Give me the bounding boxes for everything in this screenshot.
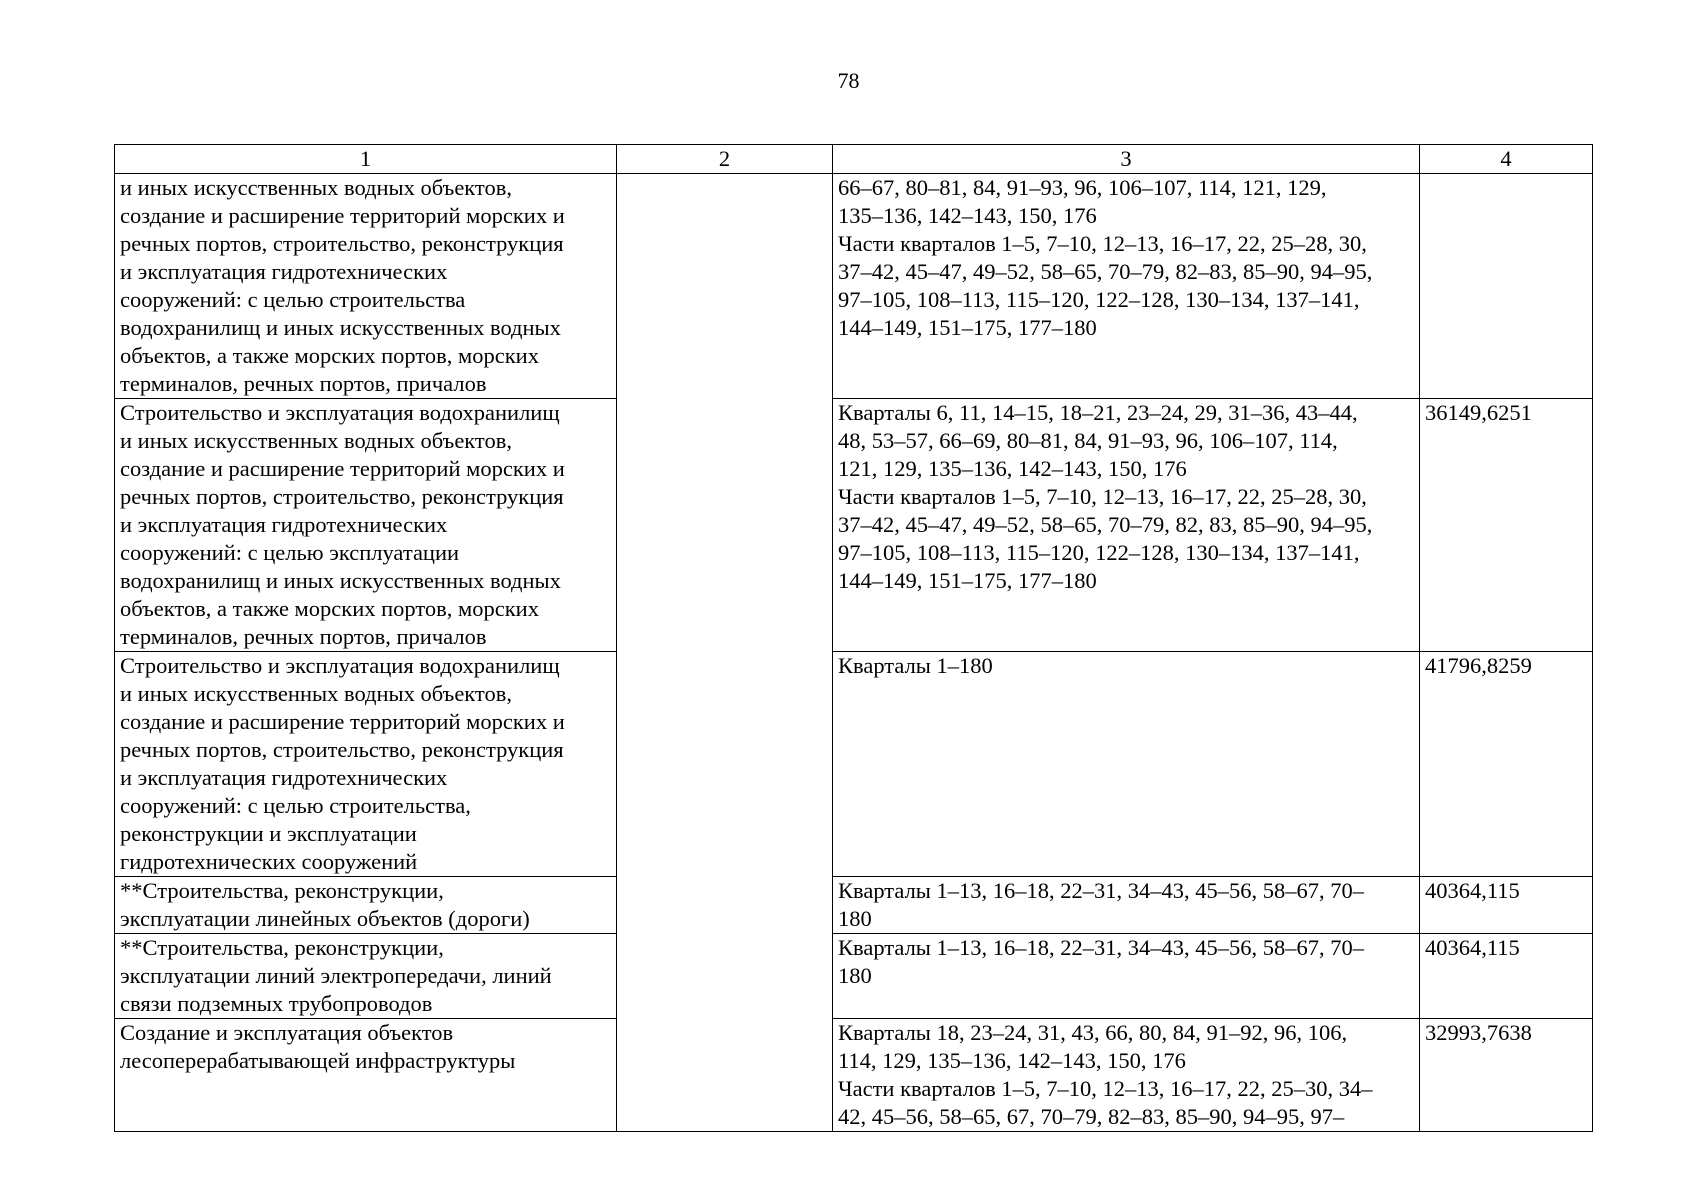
cell-line: 180 bbox=[838, 963, 872, 988]
cell-line: 144–149, 151–175, 177–180 bbox=[838, 315, 1097, 340]
purpose-cell bbox=[115, 399, 617, 652]
table-header-row bbox=[115, 145, 1593, 174]
cell-line: Части кварталов 1–5, 7–10, 12–13, 16–17, 22, 25–28, 30, bbox=[838, 231, 1367, 256]
cell-line: Кварталы 18, 23–24, 31, 43, 66, 80, 84, 91–92, 96, 106, bbox=[838, 1020, 1348, 1045]
cell-line: 66–67, 80–81, 84, 91–93, 96, 106–107, 114, 121, 129, bbox=[838, 175, 1327, 200]
area-cell: 40364,115 bbox=[1420, 934, 1593, 1019]
cell-line: терминалов, речных портов, причалов bbox=[120, 371, 487, 396]
quarters-cell bbox=[833, 877, 1420, 934]
cell-line: **Строительства, реконструкции, bbox=[120, 878, 444, 903]
cell-line: гидротехнических сооружений bbox=[120, 849, 418, 874]
cell-line: Строительство и эксплуатация водохранилищ bbox=[120, 400, 560, 425]
cell-line: эксплуатации линий электропередачи, линий bbox=[120, 963, 552, 988]
cell-line: Части кварталов 1–5, 7–10, 12–13, 16–17, 22, 25–28, 30, bbox=[838, 484, 1367, 509]
quarters-cell bbox=[833, 399, 1420, 652]
cell-line: сооружений: с целью строительства bbox=[120, 287, 466, 312]
cell-line: Кварталы 1–180 bbox=[838, 653, 993, 678]
cell-line: речных портов, строительство, реконструкция bbox=[120, 737, 564, 762]
cell-line: речных портов, строительство, реконструкция bbox=[120, 231, 564, 256]
cell-line: 144–149, 151–175, 177–180 bbox=[838, 568, 1097, 593]
cell-line: объектов, а также морских портов, морских bbox=[120, 343, 539, 368]
cell-line: 114, 129, 135–136, 142–143, 150, 176 bbox=[838, 1048, 1186, 1073]
table-row bbox=[115, 399, 1593, 652]
purpose-cell bbox=[115, 934, 617, 1019]
cell-line: Кварталы 6, 11, 14–15, 18–21, 23–24, 29, 31–36, 43–44, bbox=[838, 400, 1358, 425]
cell-line: и эксплуатация гидротехнических bbox=[120, 259, 448, 284]
cell-line: реконструкции и эксплуатации bbox=[120, 821, 417, 846]
document-table bbox=[114, 144, 1593, 1132]
purpose-cell bbox=[115, 877, 617, 934]
column-header-1: 1 bbox=[115, 145, 617, 174]
page-number: 78 bbox=[837, 68, 860, 93]
cell-line: 97–105, 108–113, 115–120, 122–128, 130–134, 137–141, bbox=[838, 287, 1360, 312]
table-row bbox=[115, 877, 1593, 934]
cell-line: и эксплуатация гидротехнических bbox=[120, 512, 448, 537]
cell-line: 48, 53–57, 66–69, 80–81, 84, 91–93, 96, 106–107, 114, bbox=[838, 428, 1338, 453]
area-cell bbox=[1420, 174, 1593, 399]
cell-line: сооружений: с целью эксплуатации bbox=[120, 540, 460, 565]
cell-line: и эксплуатация гидротехнических bbox=[120, 765, 448, 790]
cell-line: и иных искусственных водных объектов, bbox=[120, 428, 512, 453]
area-cell: 41796,8259 bbox=[1420, 652, 1593, 877]
cell-line: создание и расширение территорий морских и bbox=[120, 709, 565, 734]
quarters-cell bbox=[833, 652, 1420, 877]
purpose-cell bbox=[115, 1019, 617, 1132]
cell-line: 37–42, 45–47, 49–52, 58–65, 70–79, 82, 83, 85–90, 94–95, bbox=[838, 512, 1373, 537]
area-cell: 36149,6251 bbox=[1420, 399, 1593, 652]
cell-line: Кварталы 1–13, 16–18, 22–31, 34–43, 45–56, 58–67, 70– bbox=[838, 878, 1365, 903]
cell-line: и иных искусственных водных объектов, bbox=[120, 175, 512, 200]
merged-column-2-cell bbox=[617, 174, 833, 1132]
cell-line: терминалов, речных портов, причалов bbox=[120, 624, 487, 649]
table-row bbox=[115, 174, 1593, 399]
table-row bbox=[115, 934, 1593, 1019]
column-header-3: 3 bbox=[833, 145, 1420, 174]
purpose-cell bbox=[115, 174, 617, 399]
table-row bbox=[115, 652, 1593, 877]
cell-line: сооружений: с целью строительства, bbox=[120, 793, 471, 818]
area-cell: 40364,115 bbox=[1420, 877, 1593, 934]
quarters-cell bbox=[833, 174, 1420, 399]
cell-line: Строительство и эксплуатация водохранилищ bbox=[120, 653, 560, 678]
cell-line: создание и расширение территорий морских и bbox=[120, 456, 565, 481]
cell-line: 180 bbox=[838, 906, 872, 931]
cell-line: Части кварталов 1–5, 7–10, 12–13, 16–17, 22, 25–30, 34– bbox=[838, 1076, 1373, 1101]
quarters-cell bbox=[833, 1019, 1420, 1132]
cell-line: и иных искусственных водных объектов, bbox=[120, 681, 512, 706]
cell-line: 97–105, 108–113, 115–120, 122–128, 130–134, 137–141, bbox=[838, 540, 1360, 565]
quarters-cell bbox=[833, 934, 1420, 1019]
cell-line: 135–136, 142–143, 150, 176 bbox=[838, 203, 1097, 228]
cell-line: Создание и эксплуатация объектов bbox=[120, 1020, 454, 1045]
column-header-2: 2 bbox=[617, 145, 833, 174]
cell-line: **Строительства, реконструкции, bbox=[120, 935, 444, 960]
cell-line: лесоперерабатывающей инфраструктуры bbox=[120, 1048, 516, 1073]
area-cell: 32993,7638 bbox=[1420, 1019, 1593, 1132]
cell-line: эксплуатации линейных объектов (дороги) bbox=[120, 906, 530, 931]
table-row bbox=[115, 1019, 1593, 1132]
cell-line: 37–42, 45–47, 49–52, 58–65, 70–79, 82–83, 85–90, 94–95, bbox=[838, 259, 1373, 284]
cell-line: связи подземных трубопроводов bbox=[120, 991, 433, 1016]
cell-line: создание и расширение территорий морских и bbox=[120, 203, 565, 228]
cell-line: 42, 45–56, 58–65, 67, 70–79, 82–83, 85–90, 94–95, 97– bbox=[838, 1104, 1345, 1129]
cell-line: объектов, а также морских портов, морских bbox=[120, 596, 539, 621]
cell-line: водохранилищ и иных искусственных водных bbox=[120, 315, 561, 340]
column-header-4: 4 bbox=[1420, 145, 1593, 174]
cell-line: 121, 129, 135–136, 142–143, 150, 176 bbox=[838, 456, 1187, 481]
cell-line: речных портов, строительство, реконструкция bbox=[120, 484, 564, 509]
cell-line: Кварталы 1–13, 16–18, 22–31, 34–43, 45–56, 58–67, 70– bbox=[838, 935, 1365, 960]
cell-line: водохранилищ и иных искусственных водных bbox=[120, 568, 561, 593]
purpose-cell bbox=[115, 652, 617, 877]
